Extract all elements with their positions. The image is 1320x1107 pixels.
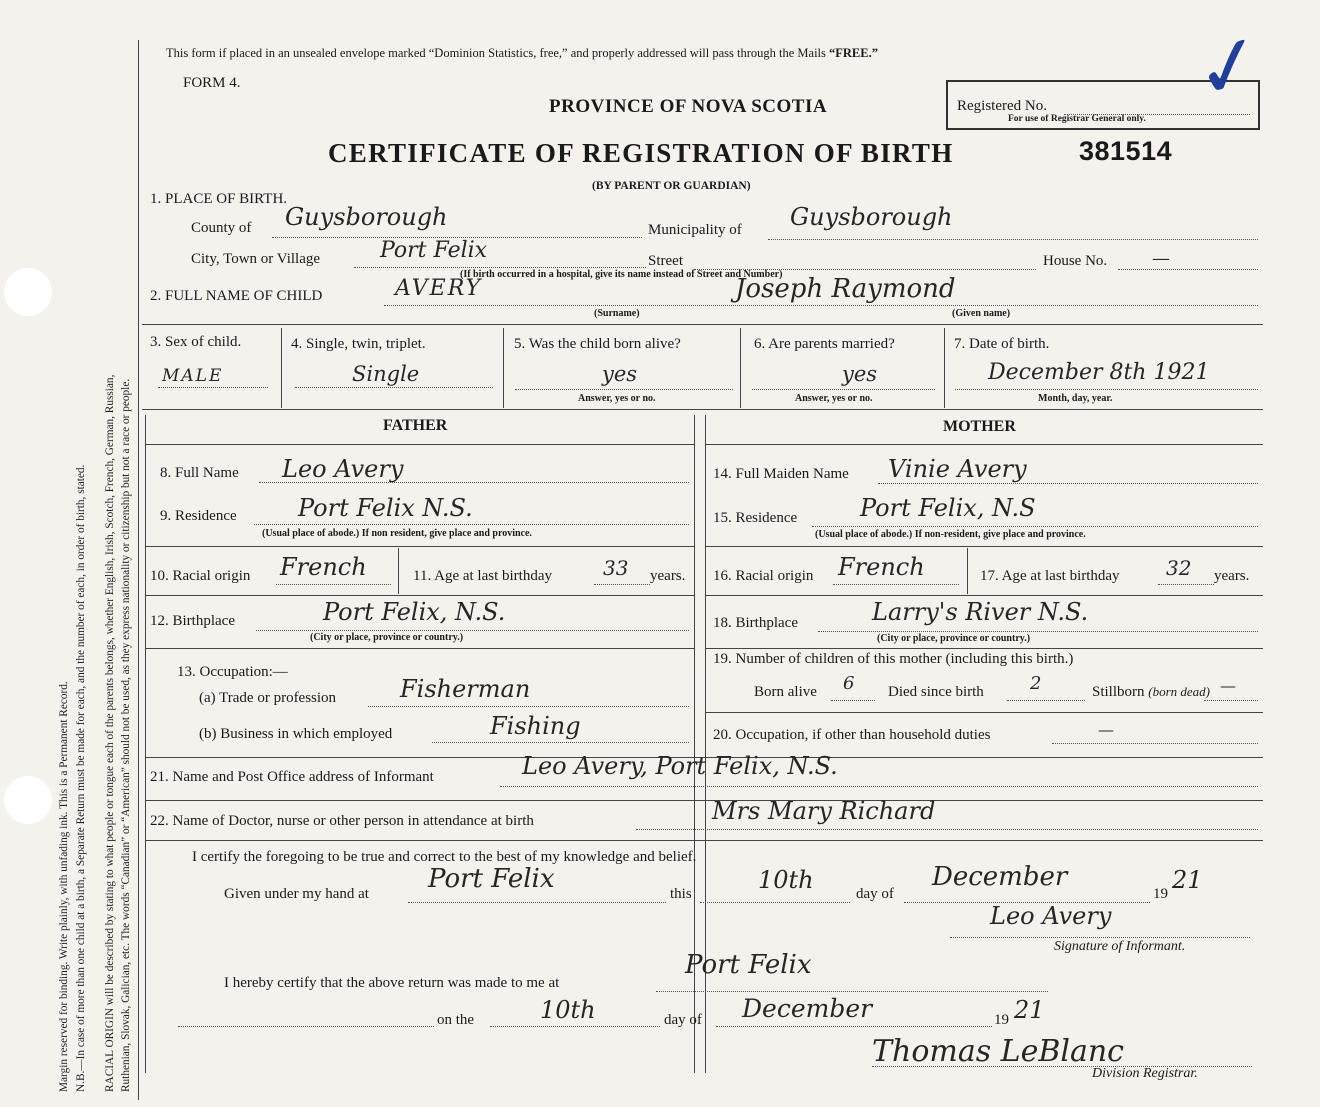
registrar-year-value: 21 — [1014, 996, 1045, 1024]
sidebar-line-1: Margin reserved for binding. Write plainly, with unfading ink. This is a Permanent Record. — [58, 681, 70, 1092]
born-alive-label: Born alive — [754, 684, 817, 700]
sex-value: MALE — [162, 366, 224, 386]
registrar-signature: Thomas LeBlanc — [872, 1034, 1124, 1069]
divider-4-5 — [503, 328, 504, 408]
mother-birthplace-caption: (City or place, province or country.) — [877, 633, 1031, 644]
given-place-line — [408, 902, 666, 903]
mother-residence-caption: (Usual place of abode.) If non-resident, give place and province. — [815, 529, 1086, 540]
mother-heading: MOTHER — [943, 418, 1016, 435]
stillborn-label — [1092, 684, 1210, 701]
child-surname-value: AVERY — [395, 276, 483, 301]
occupation-label: 13. Occupation:— — [177, 664, 288, 680]
municipality-value: Guysborough — [790, 203, 953, 231]
registered-label: Registered No. — [957, 98, 1047, 114]
father-age-value: 33 — [603, 556, 629, 580]
father-heading-rule — [145, 444, 694, 445]
registrar-statement: I hereby certify that the above return was made to me at — [224, 975, 560, 991]
father-name-label: 8. Full Name — [160, 465, 239, 481]
informant-signature-line — [950, 937, 1250, 938]
stillborn-text: Stillborn — [1092, 684, 1145, 700]
county-label: County of — [191, 220, 252, 236]
born-alive-line — [831, 700, 875, 701]
plurality-value: Single — [352, 362, 420, 386]
father-rule-4 — [145, 595, 694, 596]
registrar-day-line — [490, 1026, 660, 1027]
father-age-label: 11. Age at last birthday — [413, 568, 552, 584]
registrar-blank-line — [178, 1026, 434, 1027]
informant-signature: Leo Avery — [990, 902, 1112, 930]
rule-row-bottom — [142, 409, 1263, 410]
mother-rule-4 — [705, 595, 1263, 596]
sex-line — [158, 387, 268, 388]
city-line — [354, 267, 646, 268]
mother-residence-value: Port Felix, N.S — [860, 494, 1036, 522]
mother-name-label: 14. Full Maiden Name — [713, 466, 849, 482]
certify-statement: I certify the foregoing to be true and correct to the best of my knowledge and belief. — [192, 849, 697, 865]
plurality-line — [295, 387, 493, 388]
given-month-value: December — [932, 862, 1068, 892]
house-label: House No. — [1043, 253, 1108, 269]
surname-caption: (Surname) — [594, 308, 640, 319]
registrar-year-prefix: 19 — [994, 1012, 1009, 1028]
stillborn-value: — — [1220, 676, 1236, 695]
father-rule-5 — [145, 648, 694, 649]
registrar-month-value: December — [742, 994, 873, 1023]
father-residence-label: 9. Residence — [160, 508, 237, 524]
informant-value: Leo Avery, Port Felix, N.S. — [522, 752, 838, 780]
stillborn-line — [1204, 700, 1258, 701]
street-label: Street — [648, 253, 683, 269]
registrar-month-line — [716, 1026, 992, 1027]
married-caption: Answer, yes or no. — [795, 393, 873, 404]
divider-5-6 — [740, 328, 741, 408]
certificate-number: 381514 — [1079, 136, 1173, 166]
postal-notice-text: This form if placed in an unsealed envelope marked “Dominion Statistics, free,” and properly addressed will pass through the Mails — [166, 46, 830, 60]
city-label: City, Town or Village — [191, 251, 321, 267]
city-value: Port Felix — [380, 238, 488, 263]
mother-residence-label: 15. Residence — [713, 510, 798, 526]
doctor-label: 22. Name of Doctor, nurse or other person in attendance at birth — [150, 813, 534, 829]
father-race-label: 10. Racial origin — [150, 568, 251, 584]
child-name-label: 2. FULL NAME OF CHILD — [150, 288, 323, 304]
doctor-line — [636, 829, 1258, 830]
married-value: yes — [842, 362, 878, 386]
alive-label: 5. Was the child born alive? — [514, 336, 681, 352]
trade-value: Fisherman — [400, 675, 531, 703]
mother-heading-rule — [705, 444, 1263, 445]
registrar-day-value: 10th — [540, 996, 596, 1024]
municipality-line — [768, 239, 1258, 240]
mother-birthplace-line — [818, 631, 1258, 632]
children-label: 19. Number of children of this mother (including this birth.) — [713, 651, 1074, 667]
father-name-value: Leo Avery — [282, 455, 404, 483]
municipality-label: Municipality of — [648, 222, 742, 238]
mother-birthplace-value: Larry's River N.S. — [872, 598, 1089, 626]
registered-note: For use of Registrar General only. — [1008, 114, 1146, 124]
mother-age-label: 17. Age at last birthday — [980, 568, 1120, 584]
registrar-day-of-label: day of — [664, 1012, 702, 1028]
business-line — [432, 742, 689, 743]
father-birthplace-caption: (City or place, province or country.) — [310, 632, 464, 643]
dob-value: December 8th 1921 — [988, 360, 1210, 385]
mother-race-label: 16. Racial origin — [713, 568, 814, 584]
trade-label: (a) Trade or profession — [199, 690, 337, 706]
father-race-line — [276, 584, 391, 585]
given-year-prefix: 19 — [1153, 886, 1168, 902]
hospital-note: (If birth occurred in a hospital, give its name instead of Street and Number) — [460, 269, 783, 280]
this-label: this — [670, 886, 692, 902]
doctor-value: Mrs Mary Richard — [712, 797, 936, 825]
father-race-value: French — [280, 553, 367, 581]
father-age-suffix: years. — [650, 568, 686, 584]
given-day-of-label: day of — [856, 886, 894, 902]
dob-line — [955, 389, 1258, 390]
dob-label: 7. Date of birth. — [954, 336, 1050, 352]
died-label: Died since birth — [888, 684, 984, 700]
married-label: 6. Are parents married? — [754, 336, 895, 352]
father-residence-value: Port Felix N.S. — [298, 494, 473, 522]
given-day-value: 10th — [758, 866, 814, 894]
given-place-value: Port Felix — [428, 864, 555, 894]
mother-age-suffix: years. — [1214, 568, 1250, 584]
margin-rule — [138, 40, 139, 1100]
dob-caption: Month, day, year. — [1038, 393, 1113, 404]
mother-age-line — [1158, 584, 1214, 585]
house-line — [1118, 269, 1258, 270]
mother-race-divider — [967, 548, 968, 594]
born-alive-value: 6 — [843, 673, 855, 694]
binding-hole-bottom — [4, 776, 52, 824]
binding-margin — [0, 0, 135, 1107]
child-given-value: Joseph Raymond — [735, 274, 956, 304]
mother-name-line — [878, 483, 1258, 484]
business-label: (b) Business in which employed — [199, 726, 393, 742]
father-birthplace-label: 12. Birthplace — [150, 613, 235, 629]
father-race-divider — [398, 548, 399, 594]
registrar-place-value: Port Felix — [685, 950, 812, 980]
registrar-place-line — [656, 991, 1048, 992]
alive-value: yes — [602, 362, 638, 386]
mother-name-value: Vinie Avery — [888, 455, 1027, 483]
father-rule-3 — [145, 546, 694, 547]
mother-age-value: 32 — [1166, 556, 1192, 580]
plurality-label: 4. Single, twin, triplet. — [291, 336, 426, 352]
died-value: 2 — [1030, 673, 1042, 694]
child-name-line — [384, 305, 1258, 306]
sidebar-line-3: RACIAL ORIGIN will be described by stating to what people or tongue each of the parents belongs, whether English, Irish, Scotch, French, German, Russian, — [104, 374, 116, 1092]
father-birthplace-value: Port Felix, N.S. — [323, 598, 506, 626]
sidebar-line-2: N.B.—In case of more than one child at a birth, a Separate Return must be made for each, and the number of each, in order of birth, stated. — [75, 464, 87, 1092]
certificate-subtitle: (BY PARENT OR GUARDIAN) — [592, 180, 751, 192]
father-birthplace-line — [256, 630, 689, 631]
given-day-line — [700, 902, 850, 903]
business-value: Fishing — [490, 712, 581, 740]
father-residence-caption: (Usual place of abode.) If non resident, give place and province. — [262, 528, 532, 539]
mother-occupation-value: — — [1098, 720, 1114, 739]
county-value: Guysborough — [285, 203, 448, 231]
informant-label: 21. Name and Post Office address of Informant — [150, 769, 434, 785]
divider-6-7 — [944, 328, 945, 408]
place-heading: 1. PLACE OF BIRTH. — [150, 191, 288, 207]
given-caption: (Given name) — [952, 308, 1011, 319]
alive-line — [515, 389, 733, 390]
sidebar-line-4: Ruthenian, Slovak, Galician, etc. The words “Canadian” or “American” should not be used, as they express nationality or citizenship but not a race or people. — [120, 378, 132, 1092]
mother-occupation-line — [1052, 743, 1258, 744]
form-number: FORM 4. — [183, 75, 241, 91]
registrar-on-the-label: on the — [437, 1012, 475, 1028]
father-age-line — [594, 584, 650, 585]
registrar-caption: Division Registrar. — [1092, 1066, 1198, 1081]
mother-rule-6 — [705, 712, 1263, 713]
mother-race-value: French — [838, 553, 925, 581]
mother-residence-line — [812, 526, 1258, 527]
alive-caption: Answer, yes or no. — [578, 393, 656, 404]
given-label: Given under my hand at — [224, 886, 369, 902]
father-heading: FATHER — [383, 417, 448, 434]
province-heading: PROVINCE OF NOVA SCOTIA — [549, 96, 828, 117]
rule-doctor-bottom — [145, 840, 1263, 841]
mother-occupation-label: 20. Occupation, if other than household duties — [713, 727, 991, 743]
rule-doctor-top — [145, 800, 1263, 801]
divider-3-4 — [281, 328, 282, 408]
died-line — [1007, 700, 1085, 701]
binding-hole-top — [4, 268, 52, 316]
rule-row-top — [142, 324, 1263, 325]
mother-race-line — [833, 584, 959, 585]
postal-notice-free: “FREE.” — [829, 46, 878, 60]
mother-rule-5 — [705, 648, 1263, 649]
sex-label: 3. Sex of child. — [150, 334, 242, 350]
given-year-value: 21 — [1172, 866, 1203, 894]
father-residence-line — [254, 524, 689, 525]
house-value: — — [1152, 248, 1170, 269]
check-mark-icon: ✓ — [1185, 13, 1273, 122]
stillborn-note: (born dead) — [1148, 684, 1211, 699]
trade-line — [368, 706, 689, 707]
married-line — [752, 389, 935, 390]
mother-rule-3 — [705, 546, 1263, 547]
certificate-title: CERTIFICATE OF REGISTRATION OF BIRTH — [328, 138, 954, 168]
mother-birthplace-label: 18. Birthplace — [713, 615, 798, 631]
informant-signature-caption: Signature of Informant. — [1054, 939, 1186, 954]
informant-line — [500, 786, 1258, 787]
postal-notice — [166, 46, 878, 61]
